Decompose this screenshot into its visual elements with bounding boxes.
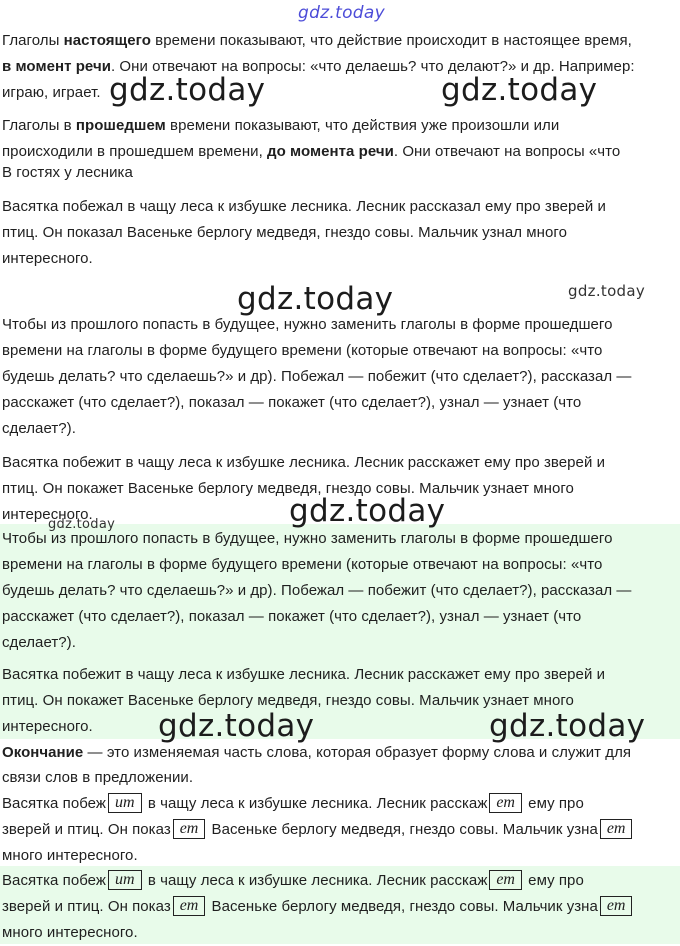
text-span: . Они отвечают на вопросы: «что делаешь? что делают?» и др. Например: (110, 58, 635, 75)
text-span: Васятка побеж (2, 795, 106, 812)
endings-line-1 (2, 791, 678, 817)
ending-box: ет (600, 896, 633, 916)
explanation-line: времени на глаголы в форме будущего времени (которые отвечают на вопросы: «что (2, 342, 603, 359)
watermark: gdz.today (109, 72, 266, 108)
watermark: gdz.today (441, 72, 598, 108)
endings-line-2 (2, 817, 678, 843)
text-span: — это изменяемая часть слова, которая образует форму слова и служит для (83, 744, 632, 761)
bold-term-present: настоящего (63, 32, 151, 49)
story-past-line: птиц. Он показал Васеньке берлогу медведя, гнездо совы. Мальчик узнал много (2, 224, 567, 241)
text-span: происходили в прошедшем времени, (2, 143, 268, 160)
text-span: зверей и птиц. Он показ (2, 821, 171, 838)
text-span: ему про (523, 872, 584, 889)
text-span: Васеньке берлогу медведя, гнездо совы. Мальчик узна (207, 821, 598, 838)
text-span: ему про (523, 795, 584, 812)
text-span: в чащу леса к избушке лесника. Лесник расскаж (143, 872, 488, 889)
watermark: gdz.today (158, 708, 315, 744)
text-span: времени показывают, что действие происходит в настоящее время, (150, 32, 632, 49)
text-span: Глаголы в (2, 117, 76, 134)
endings-line-3: много интересного. (2, 847, 138, 864)
story-future-line: интересного. (2, 506, 93, 523)
explanation-line: Чтобы из прошлого попасть в будущее, нужно заменить глаголы в форме прошедшего (2, 316, 613, 333)
story-future-line: интересного. (2, 718, 93, 735)
ending-box: ет (489, 793, 522, 813)
endings-line-1 (2, 868, 678, 894)
text-span: Васятка побеж (2, 872, 106, 889)
bold-term-speech-moment: в момент речи (2, 58, 111, 75)
past-tense-line-1 (2, 113, 678, 139)
ending-definition-line: связи слов в предложении. (2, 769, 194, 786)
watermark: gdz.today (289, 493, 446, 529)
story-title: В гостях у лесника (2, 164, 133, 181)
present-tense-line-1 (2, 28, 678, 54)
story-past-line: Васятка побежал в чащу леса к избушке лесника. Лесник рассказал ему про зверей и (2, 198, 606, 215)
story-future-line: птиц. Он покажет Васеньке берлогу медведя, гнездо совы. Мальчик узнает много (2, 692, 574, 709)
story-future-line: Васятка побежит в чащу леса к избушке лесника. Лесник расскажет ему про зверей и (2, 666, 606, 683)
ending-box: ит (108, 793, 142, 813)
story-future-line: Васятка побежит в чащу леса к избушке лесника. Лесник расскажет ему про зверей и (2, 454, 606, 471)
endings-line-2 (2, 894, 678, 920)
ending-box: ет (173, 819, 206, 839)
text-span: Васеньке берлогу медведя, гнездо совы. Мальчик узна (207, 898, 598, 915)
ending-box: ет (173, 896, 206, 916)
ending-box: ет (489, 870, 522, 890)
explanation-line: будешь делать? что сделаешь?» и др). Побежал — побежит (что сделает?), рассказал — (2, 368, 632, 385)
explanation-line: будешь делать? что сделаешь?» и др). Побежал — побежит (что сделает?), рассказал — (2, 582, 632, 599)
ending-box: ит (108, 870, 142, 890)
text-span: Глаголы (2, 32, 64, 49)
text-span: времени показывают, что действия уже произошли или (165, 117, 560, 134)
watermark-small: gdz.today (48, 517, 116, 532)
watermark: gdz.today (237, 281, 394, 317)
explanation-line: времени на глаголы в форме будущего времени (которые отвечают на вопросы: «что (2, 556, 603, 573)
present-tense-line-3: играю, играет. (2, 84, 101, 101)
explanation-line: расскажет (что сделает?), показал — покажет (что сделает?), узнал — узнает (что (2, 394, 582, 411)
explanation-line: сделает?). (2, 420, 76, 437)
text-span: зверей и птиц. Он показ (2, 898, 171, 915)
bold-term-past: прошедшем (75, 117, 166, 134)
header-watermark: gdz.today (298, 3, 385, 23)
text-span: в чащу леса к избушке лесника. Лесник расскаж (143, 795, 488, 812)
explanation-line: расскажет (что сделает?), показал — покажет (что сделает?), узнал — узнает (что (2, 608, 582, 625)
story-future-line: птиц. Он покажет Васеньке берлогу медведя, гнездо совы. Мальчик узнает много (2, 480, 574, 497)
endings-line-3: много интересного. (2, 924, 138, 941)
ending-box: ет (600, 819, 633, 839)
ending-definition-line (2, 740, 678, 766)
watermark: gdz.today (489, 708, 646, 744)
story-past-line: интересного. (2, 250, 93, 267)
explanation-line: сделает?). (2, 634, 76, 651)
text-span: . Они отвечают на вопросы «что (393, 143, 621, 160)
explanation-line: Чтобы из прошлого попасть в будущее, нужно заменить глаголы в форме прошедшего (2, 530, 613, 547)
bold-term-before-speech: до момента речи (267, 143, 394, 160)
watermark-small: gdz.today (568, 282, 646, 300)
bold-term-ending: Окончание (2, 744, 84, 761)
